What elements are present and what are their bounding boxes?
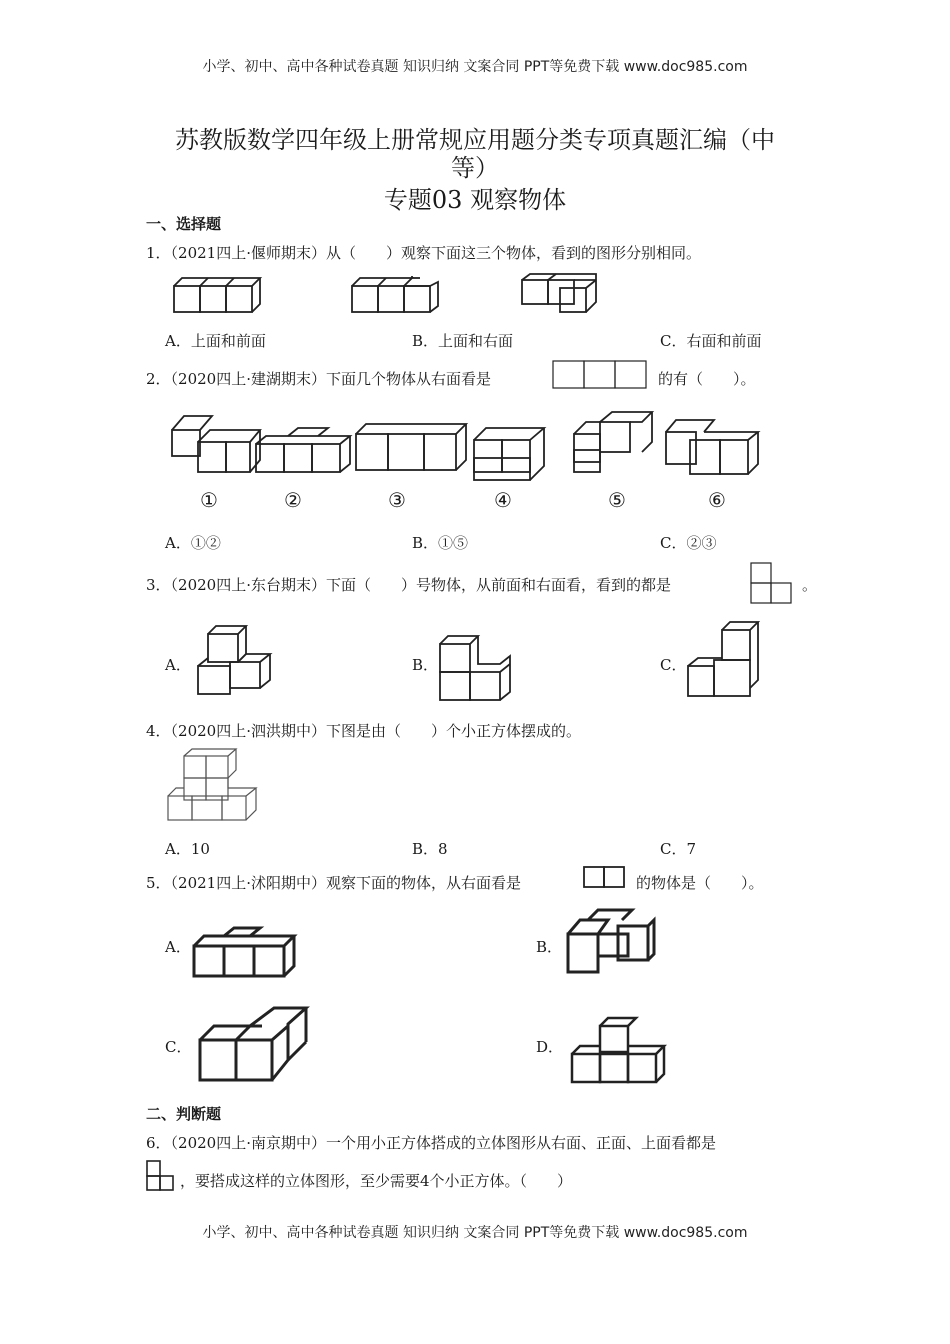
q5-option-a[interactable]: A． bbox=[165, 938, 191, 956]
q2-label-5: ⑤ bbox=[608, 488, 626, 512]
question-2-suffix: 的有（ ）。 bbox=[658, 370, 756, 388]
q5-option-d[interactable]: D． bbox=[536, 1038, 564, 1056]
q3-figure-b bbox=[436, 632, 520, 702]
question-1: 1．（2021四上·偃师期末）从（ ）观察下面这三个物体，看到的图形分别相同。 bbox=[146, 244, 701, 262]
q4-option-a[interactable]: A．10 bbox=[165, 840, 210, 858]
q2-label-3: ③ bbox=[388, 488, 406, 512]
question-3: 3．（2020四上·东台期末）下面（ ）号物体，从前面和右面看，看到的都是 bbox=[146, 576, 671, 594]
q1-option-a[interactable]: A．上面和前面 bbox=[165, 332, 266, 350]
q1-figure-3 bbox=[520, 272, 610, 316]
q2-label-1: ① bbox=[200, 488, 218, 512]
q4-option-c[interactable]: C．7 bbox=[660, 840, 697, 858]
question-5-suffix: 的物体是（ ）。 bbox=[636, 874, 764, 892]
page-title-line1: 苏教版数学四年级上册常规应用题分类专项真题汇编（中 bbox=[175, 126, 775, 154]
q1-figure-1 bbox=[172, 276, 262, 316]
q1-option-b[interactable]: B．上面和右面 bbox=[412, 332, 514, 350]
question-4: 4．（2020四上·泗洪期中）下图是由（ ）个小正方体摆成的。 bbox=[146, 722, 581, 740]
q6-view-shape bbox=[146, 1160, 176, 1192]
page-footer: 小学、初中、高中各种试卷真题 知识归纳 文案合同 PPT等免费下载 www.doc985.com bbox=[202, 1225, 748, 1241]
q1-option-c[interactable]: C．右面和前面 bbox=[660, 332, 762, 350]
section-judge: 二、判断题 bbox=[146, 1105, 222, 1123]
question-3-suffix: 。 bbox=[802, 576, 818, 594]
q2-figures bbox=[168, 410, 768, 480]
q4-figure bbox=[166, 748, 262, 822]
q1-figure-2 bbox=[350, 276, 440, 316]
q5-option-c[interactable]: C． bbox=[165, 1038, 192, 1056]
q2-option-b[interactable]: B．①⑤ bbox=[412, 534, 469, 552]
question-6: 6．（2020四上·南京期中）一个用小正方体搭成的立体图形从右面、正面、上面看都是 bbox=[146, 1134, 716, 1152]
q2-option-a[interactable]: A．①② bbox=[165, 534, 221, 552]
q3-option-c[interactable]: C． bbox=[660, 656, 687, 674]
page-header: 小学、初中、高中各种试卷真题 知识归纳 文案合同 PPT等免费下载 www.doc985.com bbox=[202, 59, 748, 75]
q2-label-6: ⑥ bbox=[708, 488, 726, 512]
q2-figure-1 bbox=[172, 416, 260, 472]
q3-view-shape bbox=[750, 562, 794, 604]
page-subtitle: 专题03 观察物体 bbox=[383, 186, 567, 214]
q3-figure-a bbox=[196, 624, 276, 698]
q2-figure-6 bbox=[666, 420, 758, 474]
q3-figure-c bbox=[686, 620, 762, 702]
section-choice: 一、选择题 bbox=[146, 215, 222, 233]
q4-option-b[interactable]: B．8 bbox=[412, 840, 448, 858]
q2-figure-4 bbox=[474, 428, 544, 480]
question-6-line2: ，要搭成这样的立体图形，至少需要4个小正方体。（ ） bbox=[180, 1172, 573, 1190]
q3-option-b[interactable]: B． bbox=[412, 656, 439, 674]
q5-figure-b bbox=[564, 906, 660, 978]
page-title-line2: 等） bbox=[451, 154, 499, 182]
q5-view-shape bbox=[582, 865, 626, 889]
q2-option-c[interactable]: C．②③ bbox=[660, 534, 717, 552]
q3-option-a[interactable]: A． bbox=[165, 656, 191, 674]
q2-figure-3 bbox=[356, 424, 466, 470]
q2-label-2: ② bbox=[284, 488, 302, 512]
q2-label-4: ④ bbox=[494, 488, 512, 512]
q5-figure-d bbox=[568, 1014, 668, 1086]
question-2: 2．（2020四上·建湖期末）下面几个物体从右面看是 bbox=[146, 370, 491, 388]
q5-figure-a bbox=[190, 924, 294, 980]
q2-right-view-shape bbox=[552, 360, 648, 390]
q2-figure-5 bbox=[574, 412, 652, 472]
question-5: 5．（2021四上·沭阳期中）观察下面的物体，从右面看是 bbox=[146, 874, 521, 892]
q2-figure-2 bbox=[256, 428, 350, 472]
q5-option-b[interactable]: B． bbox=[536, 938, 563, 956]
q5-figure-c bbox=[196, 1004, 310, 1084]
